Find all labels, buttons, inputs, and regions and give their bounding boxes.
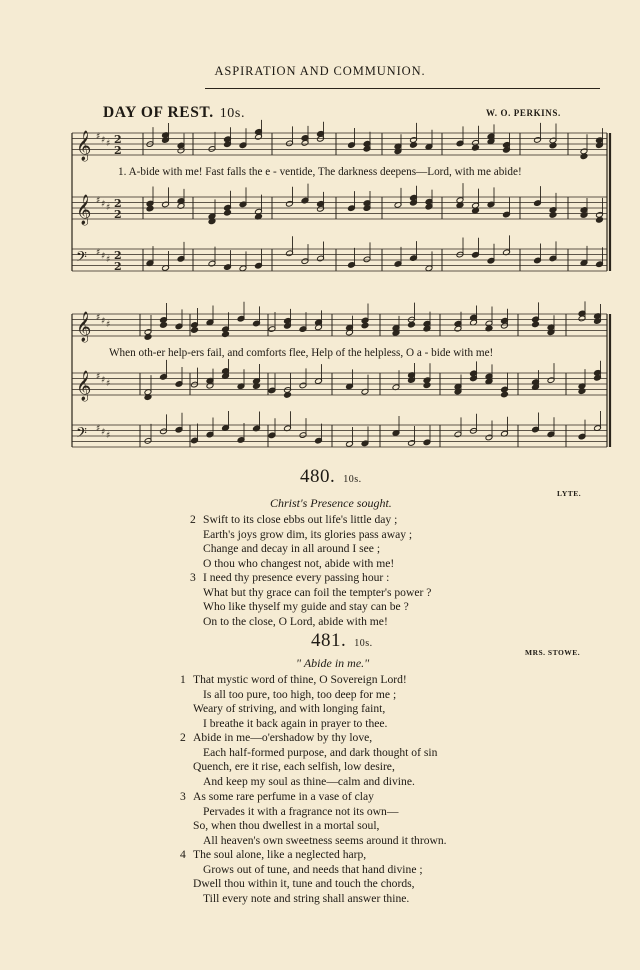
note-head (580, 153, 588, 160)
note-head (408, 321, 416, 328)
note-head (549, 212, 557, 219)
sharp-sign: ♯ (96, 372, 101, 382)
treble-clef: 𝄞 (76, 371, 92, 401)
hymn-number: 481. (311, 630, 347, 651)
time-signature: 2 (114, 197, 122, 210)
verse-line: So, when thou dwellest in a mortal soul, (193, 819, 380, 833)
hymn-meter: 10s. (354, 638, 373, 649)
stanza (180, 790, 447, 848)
verse-line: O thou who changest not, abide with me! (203, 556, 395, 570)
lyrics-line-1: 1. A-bide with me! Fast falls the e - ventide, The darkness deepens—Lord, with me abide! (118, 166, 522, 178)
sharp-sign: ♯ (106, 431, 111, 441)
verse-line: As some rare perfume in a vase of clay (193, 790, 374, 803)
note-head (144, 334, 152, 341)
sharp-sign: ♯ (101, 251, 106, 262)
verse-line: Each half-formed purpose, and dark thought of sin (203, 745, 438, 759)
bass-clef: 𝄢 (76, 425, 87, 445)
time-signature: 2 (114, 260, 122, 273)
sharp-sign: ♯ (106, 379, 111, 389)
sharp-sign: ♯ (106, 203, 111, 213)
stanza (190, 513, 412, 571)
sharp-sign: ♯ (106, 255, 111, 265)
note-head (284, 392, 292, 399)
verse-line: I breathe it back again in prayer to thee. (203, 716, 388, 730)
verse-line: Weary of striving, and with longing faint, (193, 702, 386, 716)
sharp-sign: ♯ (106, 139, 111, 149)
stanza (180, 731, 437, 789)
note-head (596, 217, 604, 224)
verse-line: Quench, ere it rise, each selfish, low desire, (193, 760, 395, 774)
stanza (190, 571, 431, 629)
stanza (180, 848, 423, 906)
staff-lines (72, 133, 607, 447)
note-head (501, 391, 509, 398)
sharp-sign: ♯ (101, 135, 106, 146)
verse-line: And keep my soul as thine—calm and divine. (203, 774, 415, 788)
sharp-sign: ♯ (96, 313, 101, 323)
verse-line: Grows out of tune, and needs that hand divine ; (203, 862, 423, 876)
bar-lines (72, 133, 610, 447)
note-head (224, 209, 232, 216)
verse-line: I need thy presence every passing hour : (203, 571, 390, 584)
sharp-sign: ♯ (101, 199, 106, 210)
verse-line: Swift to its close ebbs out life's little day ; (203, 513, 398, 526)
treble-clef: 𝄞 (76, 131, 92, 161)
note-head (423, 382, 431, 389)
time-signature: 2 (114, 144, 122, 157)
note-head (160, 322, 168, 329)
sharp-sign: ♯ (96, 248, 101, 258)
hymn-author: MRS. STOWE. (525, 648, 581, 657)
verse-line: Dwell thou within it, tune and touch the chords, (193, 877, 415, 891)
verse-line: Till every note and string shall answer thine. (203, 891, 410, 905)
sharp-sign: ♯ (106, 320, 111, 330)
stanza-number: 3 (190, 571, 196, 584)
note-head (532, 321, 540, 328)
hymn-author: LYTE. (557, 489, 582, 498)
hymn-subtitle: " Abide in me." (296, 656, 370, 670)
time-signature: 2 (114, 133, 122, 146)
bass-clef: 𝄢 (76, 249, 87, 269)
treble-clef: 𝄞 (76, 195, 92, 225)
verse-line: What but thy grace can foil the tempter's power ? (203, 585, 432, 599)
stanza-number: 2 (190, 513, 196, 526)
verse-line: Pervades it with a fragrance not its own— (203, 804, 399, 818)
hymn-481-heading (311, 630, 373, 652)
hymn-480-heading (300, 466, 362, 488)
lyrics-line-2: When oth-er help-ers fail, and comforts flee, Help of the helpless, O a - bide with me! (109, 347, 494, 359)
stanza-number: 2 (180, 731, 186, 744)
note-head (578, 388, 586, 395)
note-head (472, 145, 480, 152)
sharp-sign: ♯ (96, 196, 101, 206)
sharp-sign: ♯ (101, 375, 106, 386)
stanza (180, 673, 407, 731)
verse-line: That mystic word of thine, O Sovereign Lord! (193, 673, 407, 686)
time-signature: 2 (114, 249, 122, 262)
sharp-sign: ♯ (96, 132, 101, 142)
stanza-number: 3 (180, 790, 186, 803)
verse-line: Is all too pure, too high, too deep for me ; (203, 687, 397, 701)
verse-line: On to the close, O Lord, abide with me! (203, 614, 388, 628)
note-head (222, 331, 230, 338)
verse-line: The soul alone, like a neglected harp, (193, 848, 367, 861)
sharp-sign: ♯ (101, 316, 106, 327)
verse-line: All heaven's own sweetness seems around it thrown. (203, 833, 447, 847)
tune-composer: W. O. PERKINS. (486, 108, 561, 118)
verse-line: Change and decay in all around I see ; (203, 542, 381, 556)
hymn-subtitle: Christ's Presence sought. (270, 496, 392, 510)
stanza-number: 4 (180, 848, 186, 861)
verse-line: Earth's joys grow dim, its glories pass away ; (203, 527, 413, 541)
note-head (146, 205, 154, 212)
hymn-number: 480. (300, 466, 336, 487)
sharp-sign: ♯ (101, 427, 106, 438)
music-score (0, 0, 640, 470)
verse-line: Abide in me—o'ershadow by thy love, (193, 731, 373, 744)
tune-name: DAY OF REST. (103, 104, 214, 121)
clefs (76, 130, 122, 445)
sharp-sign: ♯ (96, 424, 101, 434)
treble-clef: 𝄞 (76, 312, 92, 342)
tune-meter: 10s. (219, 106, 246, 121)
stanza-number: 1 (180, 673, 186, 686)
verse-line: Who like thyself my guide and stay can be ? (203, 600, 409, 614)
hymn-meter: 10s. (343, 474, 362, 485)
page-header: ASPIRATION AND COMMUNION. (214, 64, 426, 78)
time-signature: 2 (114, 208, 122, 221)
note-head (410, 142, 418, 149)
note-head (191, 327, 199, 334)
note-head (549, 142, 557, 149)
note-head (361, 322, 369, 329)
